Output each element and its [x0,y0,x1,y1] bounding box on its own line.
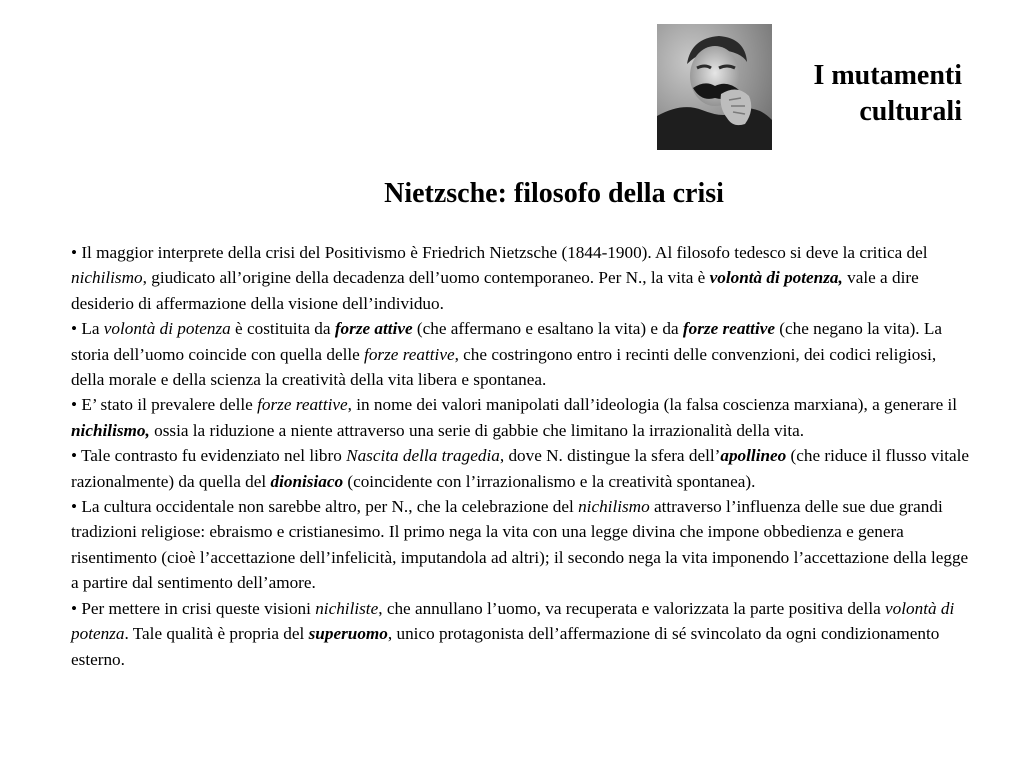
text-segment: • E’ stato il prevalere delle [71,395,258,415]
text-segment: dionisiaco [270,471,344,491]
text-segment: vale a dire desiderio di affermazione della visione dell’individuo. [71,268,919,313]
text-segment: • La [71,319,104,339]
text-segment: forze reattive [257,395,348,415]
text-segment: • Tale contrasto fu evidenziato nel libro [71,446,347,466]
bullet-paragraph [71,494,971,596]
text-segment: (che riduce il flusso vitale razionalmente) da quella del [71,446,970,491]
text-segment: • Il maggior interprete della crisi del Positivismo è Friedrich Nietzsche (1844-1900). Al filosofo tedesco si deve la critica del [71,243,928,262]
text-segment: , che annullano l’uomo, va recuperata e valorizzata la parte positiva della [378,598,886,618]
text-segment: nichilismo [71,268,143,288]
text-segment: , in nome dei valori manipolati dall’ideologia (la falsa coscienza marxiana), a generare il [347,395,958,415]
bullet-paragraph [71,443,971,494]
text-segment: • Per mettere in crisi queste visioni [71,598,316,618]
text-segment: , unico protagonista dell’affermazione di sé svincolato da ogni condizionamento esterno. [71,624,940,669]
text-segment: attraverso l’influenza delle sue due grandi tradizioni religiose: ebraismo e cristianesimo. Il primo nega la vita con una legge divina che impone obbedienza e genera risentimento (cioè l’accettazione dell’infelicità, imputandola ad altri); il secondo nega la vita imponendo l’accettazione della legge a partire dal sentimento dell’amore. [71,497,969,593]
text-segment: . Tale qualità è propria del [124,624,309,644]
text-segment: forze reattive [364,344,455,364]
text-segment: apollineo [720,446,787,466]
body-text [71,240,971,672]
text-segment: , dove N. distingue la sfera dell’ [499,446,721,466]
text-segment: nichiliste [315,598,379,618]
section-title-line-2: culturali [859,96,962,127]
text-segment: , che costringono entro i recinti delle convenzioni, dei codici religiosi, della morale e della scienza la creatività della vita libera e spontanea. [71,344,937,390]
bullet-paragraph [71,596,971,672]
bullet-paragraph [71,392,971,443]
text-segment: , giudicato all’origine della decadenza dell’uomo contemporaneo. Per N., la vita è [142,268,710,288]
text-segment: nichilismo, [71,420,150,440]
text-segment: (coincidente con l’irrazionalismo e la creatività spontanea). [343,471,756,491]
text-segment: (che affermano e esaltano la vita) e da [412,319,683,339]
text-segment: forze reattive [682,319,775,339]
text-segment: volontà di potenza, [709,268,843,288]
text-segment: volontà di potenza [103,319,231,339]
text-segment: • La cultura occidentale non sarebbe altro, per N., che la celebrazione del [71,497,579,517]
section-title-line-1: I mutamenti [813,60,962,91]
section-title [742,58,962,130]
text-segment: Nascita della tragedia [346,446,500,466]
slide-title: Nietzsche: filosofo della crisi [384,178,724,209]
text-segment: è costituita da [230,319,335,339]
text-segment: volontà di potenza [71,598,955,644]
text-segment: superuomo [308,624,388,644]
text-segment: forze attive [334,319,413,339]
bullet-paragraph [71,240,971,316]
bullet-paragraph [71,316,971,392]
text-segment: nichilismo [578,497,650,517]
text-segment: (che negano la vita). La storia dell’uomo coincide con quella delle [71,319,943,364]
text-segment: ossia la riduzione a niente attraverso una serie di gabbie che limitano la irrazionalità della vita. [149,420,805,440]
